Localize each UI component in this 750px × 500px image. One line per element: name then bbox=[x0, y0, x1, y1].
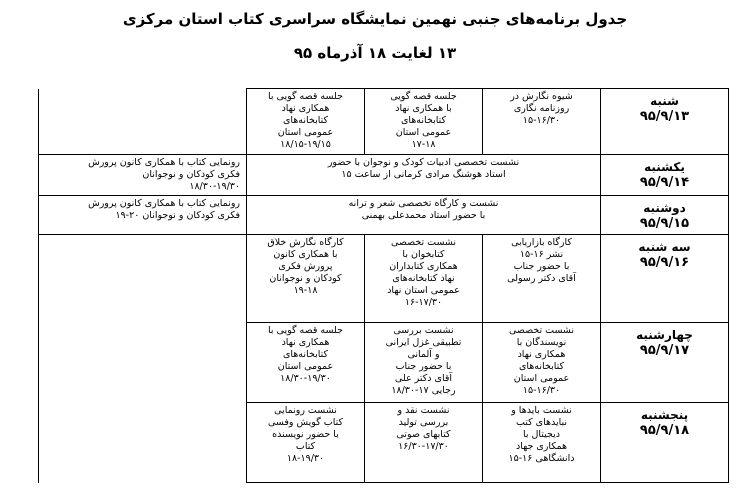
cell-line: ۱۵-۱۶/۳۰ bbox=[522, 115, 561, 126]
empty-cell bbox=[39, 89, 247, 155]
day-name: چهارشنبه bbox=[636, 328, 693, 342]
cell-line: ۱۸-۱۹/۳۰ bbox=[286, 453, 325, 464]
day-name: یکشنبه bbox=[644, 160, 685, 174]
cell-line: کتابخانه‌های bbox=[400, 115, 447, 126]
day-date: ۹۵/۹/۱۴ bbox=[639, 175, 690, 190]
cell-line: با حضور نویسنده bbox=[272, 429, 339, 440]
cell-line: ۱۶/۳۰-۱۷/۳۰ bbox=[398, 441, 449, 452]
cell-line: ۱۸/۳۰-۱۹/۳۰ bbox=[189, 181, 240, 192]
document-title: جدول برنامه‌های جنبی نهمین نمایشگاه سراسری کتاب استان مرکزی bbox=[122, 10, 628, 28]
cell-line: فکری کودکان و نوجوانان bbox=[142, 169, 240, 180]
event-cell bbox=[365, 323, 483, 403]
cell-line: عمومی استان bbox=[513, 373, 570, 384]
day-name: سه شنبه bbox=[638, 240, 691, 254]
day-date: ۹۵/۹/۱۵ bbox=[639, 216, 690, 231]
event-cell bbox=[483, 323, 601, 403]
cell-line: کتابخانه‌های bbox=[282, 349, 329, 360]
cell-line: پرورش فکری bbox=[278, 261, 333, 272]
cell-line: عمومی استان نهاد bbox=[387, 285, 460, 296]
event-cell-wide bbox=[247, 196, 601, 235]
cell-line: نبایدهای کتب bbox=[515, 417, 568, 428]
table-row bbox=[39, 235, 729, 323]
cell-line: دانشگاهی ۱۶-۱۵ bbox=[508, 453, 575, 464]
event-cell bbox=[247, 235, 365, 323]
empty-cell bbox=[39, 323, 247, 403]
cell-line: نشر ۱۶-۱۵ bbox=[519, 249, 564, 260]
day-cell bbox=[601, 196, 729, 235]
cell-line: ۱۸/۳۰-۱۹/۳۰ bbox=[280, 373, 331, 384]
cell-line: با حضور جناب bbox=[395, 361, 452, 372]
cell-line: کتابهای صوتی bbox=[396, 429, 451, 440]
cell-line: با حضور جناب bbox=[513, 261, 570, 272]
cell-line: نشست بررسی bbox=[393, 325, 454, 336]
event-cell bbox=[483, 235, 601, 323]
day-cell bbox=[601, 235, 729, 323]
day-name: پنجشنبه bbox=[640, 408, 689, 422]
cell-line: کارگاه بازاریابی bbox=[511, 237, 572, 248]
cell-line: تطبیقی غزل ایرانی bbox=[385, 337, 462, 348]
day-date: ۹۵/۹/۱۶ bbox=[639, 255, 690, 270]
cell-line: روزنامه نگاری bbox=[513, 103, 570, 114]
day-name: شنبه bbox=[650, 94, 679, 108]
cell-line: عمومی استان bbox=[277, 127, 334, 138]
event-cell bbox=[483, 403, 601, 483]
event-cell bbox=[365, 89, 483, 155]
cell-line: ۱۸/۱۵-۱۹/۱۵ bbox=[280, 139, 331, 150]
cell-line: نهاد کتابخانه‌های bbox=[392, 273, 455, 284]
cell-line: عمومی استان bbox=[395, 127, 452, 138]
cell-line: رونمایی کتاب با همکاری کانون پرورش bbox=[88, 198, 240, 209]
cell-line: همکاری نهاد bbox=[517, 349, 566, 360]
cell-line: آقای دکتر رسولی bbox=[507, 273, 576, 284]
cell-line: و آلمانی bbox=[407, 349, 440, 360]
document-subtitle: ۱۳ لغایت ۱۸ آذرماه ۹۵ bbox=[293, 44, 457, 62]
table-row bbox=[39, 196, 729, 235]
cell-line: کودکان و نوجوانان bbox=[269, 273, 342, 284]
day-date: ۹۵/۹/۱۳ bbox=[639, 109, 690, 124]
table-row bbox=[39, 403, 729, 483]
cell-line: کتابخانه‌های bbox=[282, 115, 329, 126]
cell-line: همکاری نهاد bbox=[281, 103, 330, 114]
cell-line: ۱۷-۱۸ bbox=[411, 139, 436, 150]
cell-line: بررسی تولید bbox=[398, 417, 449, 428]
cell-line: ۱۹-۱۸ bbox=[293, 285, 318, 296]
table-row bbox=[39, 89, 729, 155]
table-row bbox=[39, 155, 729, 196]
schedule-table bbox=[38, 88, 729, 483]
cell-line: کتاب bbox=[295, 441, 316, 452]
event-cell-side bbox=[39, 155, 247, 196]
cell-line: ۱۶-۱۷/۳۰ bbox=[404, 297, 443, 308]
cell-line: همکاری نهاد bbox=[281, 337, 330, 348]
cell-line: ۱۵-۱۶/۳۰ bbox=[522, 385, 561, 396]
cell-line: نشست تخصصی bbox=[508, 325, 575, 336]
cell-line: عمومی استان bbox=[277, 361, 334, 372]
day-cell bbox=[601, 155, 729, 196]
cell-line: استاد هوشنگ مرادی کرمانی از ساعت ۱۵ bbox=[341, 169, 506, 180]
cell-line: آقای دکتر علی bbox=[394, 373, 453, 384]
cell-line: کتابخانه‌های bbox=[518, 361, 565, 372]
empty-cell bbox=[39, 235, 247, 323]
event-cell bbox=[365, 403, 483, 483]
cell-line: فکری کودکان و نوجوانان ۲۰-۱۹ bbox=[115, 210, 240, 221]
event-cell bbox=[365, 235, 483, 323]
cell-line: نشست رونمایی bbox=[274, 405, 337, 416]
cell-line: دیجیتال با bbox=[522, 429, 561, 440]
cell-line: کتاب گویش وفسی bbox=[268, 417, 343, 428]
cell-line: نشست تخصصی bbox=[390, 237, 457, 248]
day-cell bbox=[601, 323, 729, 403]
day-date: ۹۵/۹/۱۷ bbox=[639, 343, 690, 358]
cell-line: نویسندگان با bbox=[516, 337, 567, 348]
cell-line: همکاری کتابداران bbox=[389, 261, 458, 272]
event-cell bbox=[483, 89, 601, 155]
cell-line: کارگاه نگارش خلاق bbox=[267, 237, 344, 248]
cell-line: با حضور استاد محمدعلی بهمنی bbox=[361, 210, 486, 221]
cell-line: رجایی ۱۷-۱۸/۳۰ bbox=[391, 385, 456, 396]
cell-line: جلسه قصه گویی bbox=[390, 91, 457, 102]
cell-line: با همکاری نهاد bbox=[395, 103, 452, 114]
event-cell bbox=[247, 403, 365, 483]
cell-line: همکاری جهاد bbox=[515, 441, 568, 452]
cell-line: نشست و کارگاه تخصصی شعر و ترانه bbox=[348, 198, 499, 209]
event-cell-wide bbox=[247, 155, 601, 196]
table-row bbox=[39, 323, 729, 403]
cell-line: جلسه قصه گویی با bbox=[267, 91, 344, 102]
day-name: دوشنبه bbox=[643, 201, 686, 215]
cell-line: کتابخوان با bbox=[402, 249, 445, 260]
day-date: ۹۵/۹/۱۸ bbox=[639, 423, 690, 438]
cell-line: با همکاری کانون bbox=[273, 249, 338, 260]
cell-line: جلسه قصه گویی با bbox=[267, 325, 344, 336]
cell-line: نشست تخصصی ادبیات کودک و نوجوان با حضور bbox=[327, 157, 520, 168]
cell-line: نشست بایدها و bbox=[511, 405, 572, 416]
event-cell bbox=[247, 323, 365, 403]
cell-line: شیوه نگارش در bbox=[510, 91, 573, 102]
event-cell bbox=[247, 89, 365, 155]
day-cell bbox=[601, 89, 729, 155]
cell-line: رونمایی کتاب با همکاری کانون پرورش bbox=[88, 157, 240, 168]
cell-line: نشست نقد و bbox=[397, 405, 450, 416]
day-cell bbox=[601, 403, 729, 483]
event-cell-side bbox=[39, 196, 247, 235]
empty-cell bbox=[39, 403, 247, 483]
